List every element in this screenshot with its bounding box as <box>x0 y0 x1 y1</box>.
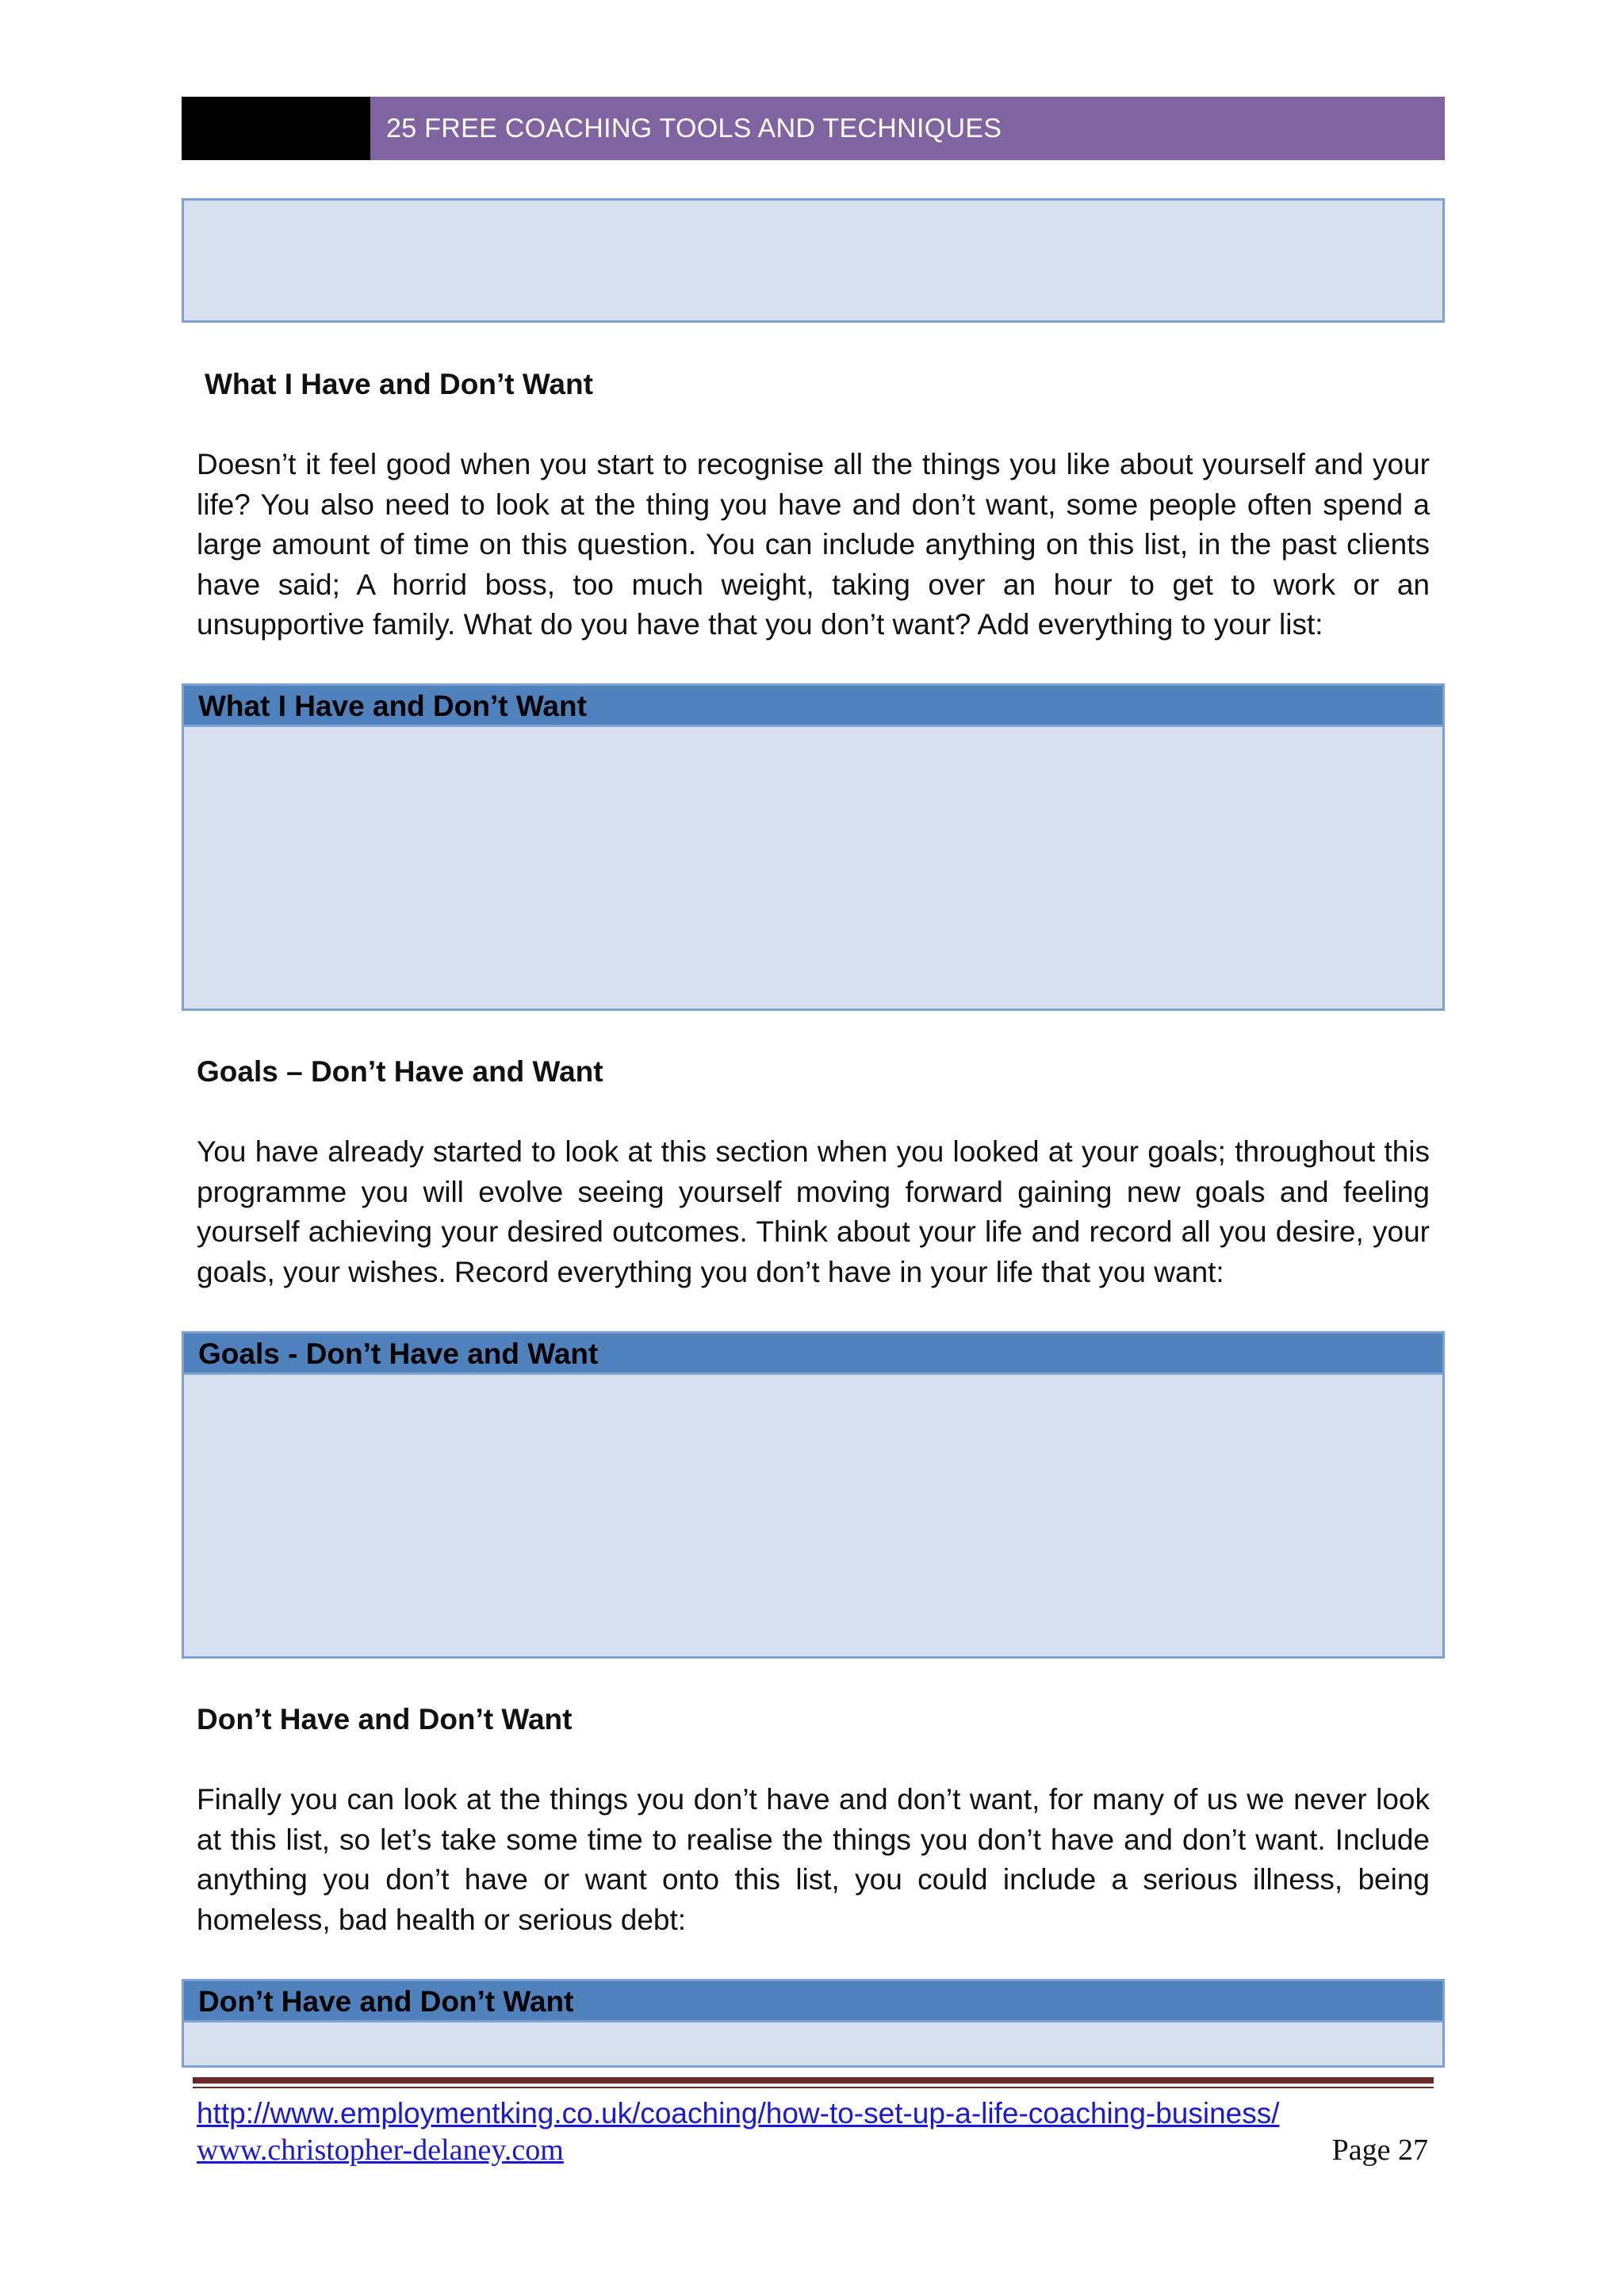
footer-rule-thin <box>193 2087 1434 2088</box>
section-paragraph-dont-have-want: You have already started to look at this section when you looked at your goals; throughout this programme you will evolve seeing yourself moving forward gaining new goals and feeling yourself achieving your desired outcomes. Think about your life and record all you desire, your goals, your wishes. Record everything you don’t have in your life that you want: <box>197 1135 1430 1288</box>
list-box-title: Goals - Don’t Have and Want <box>184 1334 1442 1375</box>
list-box-input-area[interactable] <box>184 1375 1442 1656</box>
section-heading-have-dont-want: What I Have and Don’t Want <box>205 368 593 400</box>
previous-list-box[interactable] <box>182 198 1445 323</box>
footer-rule <box>193 2077 1434 2084</box>
list-box-input-area[interactable] <box>184 2022 1442 2065</box>
page-number: Page 27 <box>1331 2133 1428 2167</box>
list-box-dont-have-dont-want <box>182 1979 1445 2068</box>
footer-link-christopher-delaney[interactable]: www.christopher-delaney.com <box>197 2133 564 2167</box>
section-heading-dont-have-dont-want: Don’t Have and Don’t Want <box>197 1703 573 1735</box>
header-title: 25 FREE COACHING TOOLS AND TECHNIQUES <box>370 97 1445 160</box>
section-paragraph-have-dont-want: Doesn’t it feel good when you start to recognise all the things you like about yourself and your life? You also need to look at the thing you have and don’t want, some people often spend a large amount of time on this question. You can include anything on this list, in the past clients have said; A horrid boss, too much weight, taking over an hour to get to work or an unsupportive family. What do you have that you don’t want? Add everything to your list: <box>197 448 1430 641</box>
list-box-input-area[interactable] <box>184 727 1442 1008</box>
section-heading-dont-have-want: Goals – Don’t Have and Want <box>197 1055 603 1088</box>
header-black-block <box>182 97 370 160</box>
previous-list-box-body[interactable] <box>184 201 1442 320</box>
list-box-have-dont-want <box>182 683 1445 1011</box>
list-box-title: Don’t Have and Don’t Want <box>184 1981 1442 2022</box>
list-box-dont-have-want <box>182 1331 1445 1659</box>
list-box-title: What I Have and Don’t Want <box>184 686 1442 727</box>
footer-link-employmentking[interactable]: http://www.employmentking.co.uk/coaching/how-to-set-up-a-life-coaching-business/ <box>197 2097 1280 2130</box>
section-paragraph-dont-have-dont-want: Finally you can look at the things you don’t have and don’t want, for many of us we never look at this list, so let’s take some time to realise the things you don’t have and don’t want. Include anything you don’t have or want onto this list, you could include a serious illness, being homeless, bad health or serious debt: <box>197 1783 1430 1936</box>
